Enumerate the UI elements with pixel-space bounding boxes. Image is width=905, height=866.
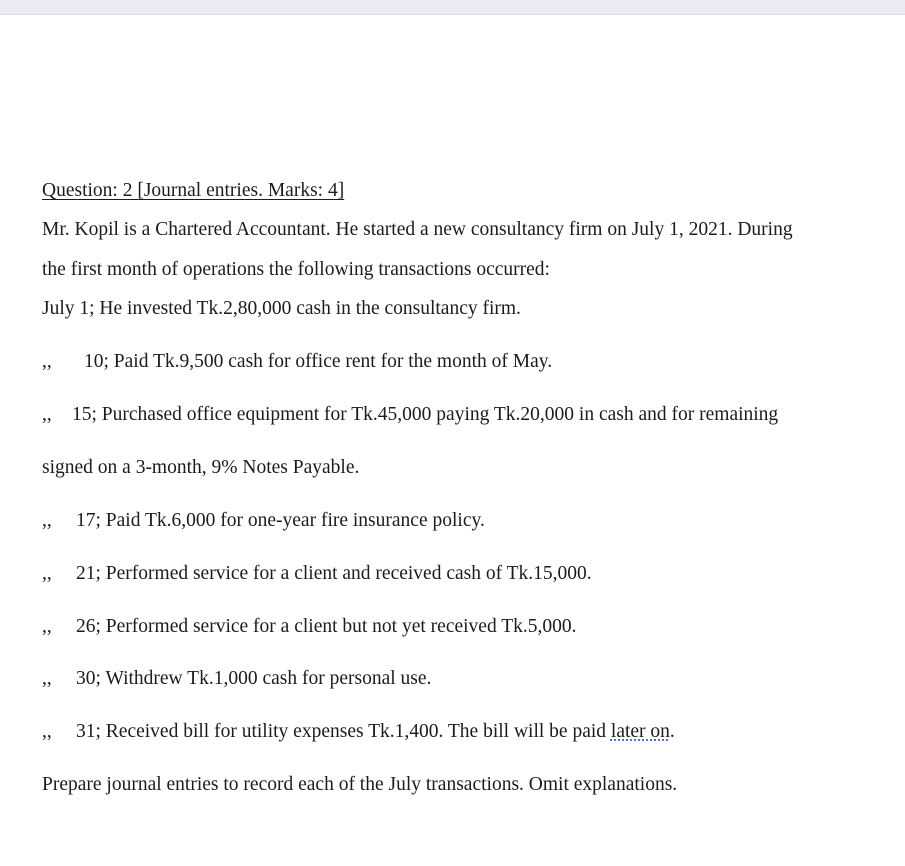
transaction-26-text: 26; Performed service for a client but not yet received Tk.5,000. [76,616,577,637]
spellcheck-flagged-text[interactable]: later on [610,721,670,742]
transaction-17-text: 17; Paid Tk.6,000 for one-year fire insurance policy. [76,510,485,531]
ditto-mark: ,, [42,510,52,531]
transaction-31-text: 31; Received bill for utility expenses Tk.1,400. The bill will be paid [76,721,611,742]
transaction-21 [42,563,592,585]
intro-line-1: Mr. Kopil is a Chartered Accountant. He started a new consultancy firm on July 1, 2021. During [42,219,793,240]
ditto-mark: ,, [42,616,52,637]
transaction-30 [42,668,431,690]
transaction-21-text: 21; Performed service for a client and received cash of Tk.15,000. [76,563,592,584]
transaction-26 [42,616,577,638]
transaction-31 [42,721,675,743]
transaction-july-1: July 1; He invested Tk.2,80,000 cash in the consultancy firm. [42,298,521,319]
transaction-10-text: 10; Paid Tk.9,500 cash for office rent for the month of May. [84,351,553,372]
ditto-mark: ,, [42,351,52,372]
transaction-30-text: 30; Withdrew Tk.1,000 cash for personal use. [76,668,432,689]
transaction-15-continuation: signed on a 3-month, 9% Notes Payable. [42,457,360,478]
ditto-mark: ,, [42,668,52,689]
intro-line-2: the first month of operations the following transactions occurred: [42,259,550,280]
question-heading: Question: 2 [Journal entries. Marks: 4] [42,180,345,201]
instruction-line: Prepare journal entries to record each of the July transactions. Omit explanations. [42,774,678,795]
transaction-10 [42,351,552,373]
ditto-mark: ,, [42,404,52,425]
transaction-15 [42,404,778,426]
transaction-17 [42,510,485,532]
ditto-mark: ,, [42,563,52,584]
ditto-mark: ,, [42,721,52,742]
transaction-15-text: 15; Purchased office equipment for Tk.45,000 paying Tk.20,000 in cash and for remaining [72,404,779,425]
transaction-31-end: . [669,721,675,742]
